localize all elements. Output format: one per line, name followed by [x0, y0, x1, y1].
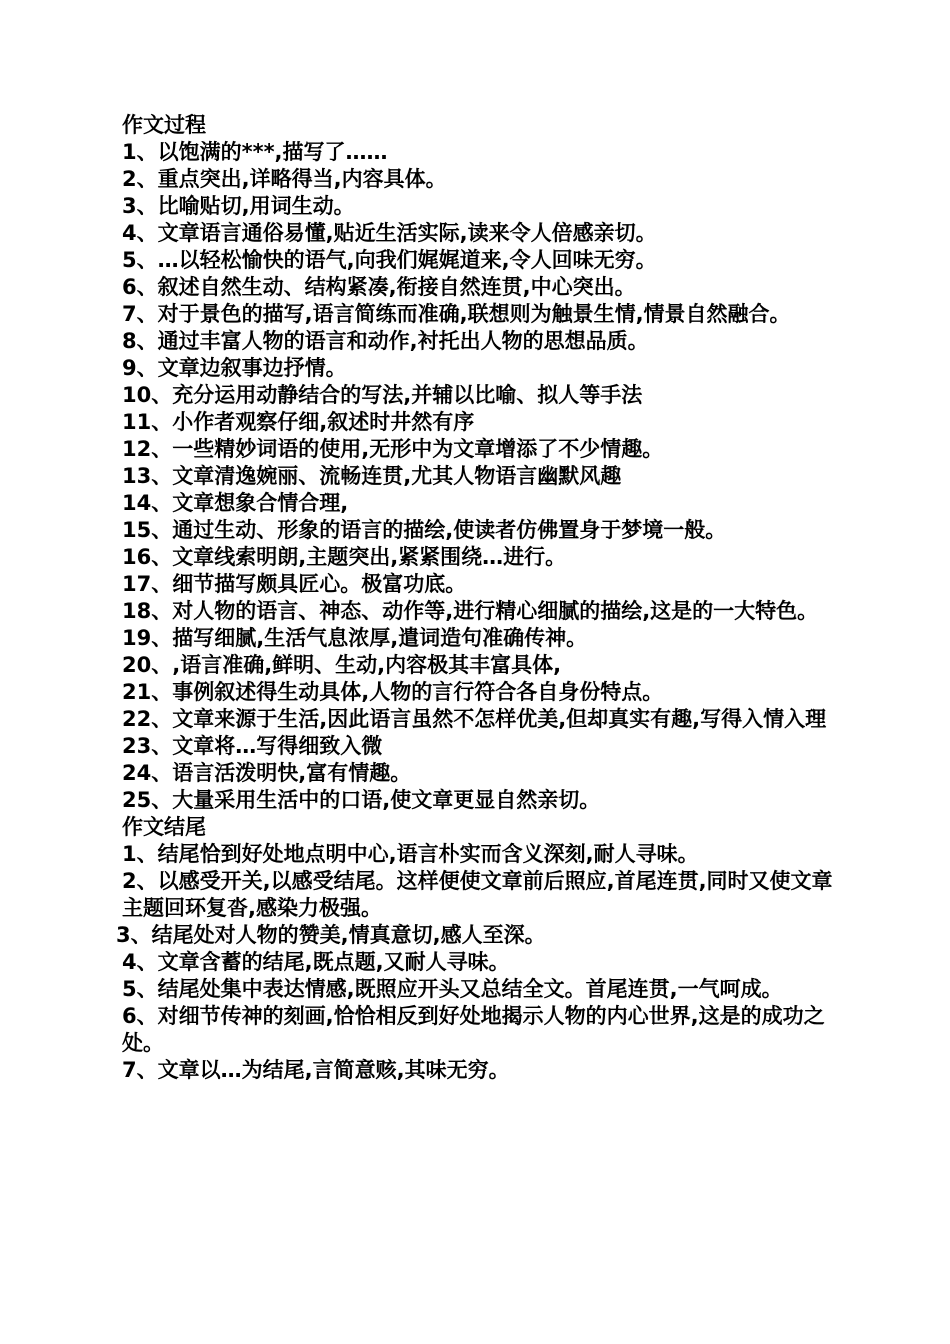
- section-heading-process: 作文过程: [122, 113, 206, 137]
- process-item: 21、事例叙述得生动具体,人物的言行符合各自身份特点。: [122, 680, 664, 704]
- process-item: 14、文章想象合情合理,: [122, 491, 349, 515]
- process-item: 20、,语言准确,鲜明、生动,内容极其丰富具体,: [122, 653, 562, 677]
- section-heading-ending: 作文结尾: [122, 815, 206, 839]
- process-item: 16、文章线索明朗,主题突出,紧紧围绕…进行。: [122, 545, 567, 569]
- process-item: 23、文章将…写得细致入微: [122, 734, 383, 758]
- ending-item: 6、对细节传神的刻画,恰恰相反到好处地揭示人物的内心世界,这是的成功之处。: [122, 1004, 825, 1055]
- process-item: 15、通过生动、形象的语言的描绘,使读者仿佛置身于梦境一般。: [122, 518, 727, 542]
- document-body: [116, 112, 836, 1084]
- process-item: 10、充分运用动静结合的写法,并辅以比喻、拟人等手法: [122, 383, 643, 407]
- ending-item: 4、文章含蓄的结尾,既点题,又耐人寻味。: [122, 950, 510, 974]
- process-item: 18、对人物的语言、神态、动作等,进行精心细腻的描绘,这是的一大特色。: [122, 599, 819, 623]
- ending-item: 2、以感受开关,以感受结尾。这样便使文章前后照应,首尾连贯,同时又使文章主题回环复沓,感染力极强。: [122, 869, 833, 920]
- process-item: 6、叙述自然生动、结构紧凑,衔接自然连贯,中心突出。: [122, 275, 636, 299]
- ending-item: 5、结尾处集中表达情感,既照应开头又总结全文。首尾连贯,一气呵成。: [122, 977, 783, 1001]
- process-item: 24、语言活泼明快,富有情趣。: [122, 761, 412, 785]
- process-item: 13、文章清逸婉丽、流畅连贯,尤其人物语言幽默风趣: [122, 464, 622, 488]
- process-item: 7、对于景色的描写,语言简练而准确,联想则为触景生情,情景自然融合。: [122, 302, 791, 326]
- process-item: 9、文章边叙事边抒情。: [122, 356, 347, 380]
- process-item: 11、小作者观察仔细,叙述时井然有序: [122, 410, 475, 434]
- process-item: 12、一些精妙词语的使用,无形中为文章增添了不少情趣。: [122, 437, 664, 461]
- process-item: 19、描写细腻,生活气息浓厚,遣词造句准确传神。: [122, 626, 588, 650]
- ending-item: 3、结尾处对人物的赞美,情真意切,感人至深。: [116, 923, 546, 947]
- process-item: 3、比喻贴切,用词生动。: [122, 194, 355, 218]
- process-item: 4、文章语言通俗易懂,贴近生活实际,读来令人倍感亲切。: [122, 221, 657, 245]
- process-item: 25、大量采用生活中的口语,使文章更显自然亲切。: [122, 788, 601, 812]
- process-item: 5、…以轻松愉快的语气,向我们娓娓道来,令人回味无穷。: [122, 248, 657, 272]
- process-item: 22、文章来源于生活,因此语言虽然不怎样优美,但却真实有趣,写得入情入理: [122, 707, 827, 731]
- ending-item: 1、结尾恰到好处地点明中心,语言朴实而含义深刻,耐人寻味。: [122, 842, 699, 866]
- process-item: 17、细节描写颇具匠心。极富功底。: [122, 572, 467, 596]
- process-item: 1、以饱满的***,描写了……: [122, 140, 388, 164]
- process-item: 2、重点突出,详略得当,内容具体。: [122, 167, 447, 191]
- ending-item: 7、文章以…为结尾,言简意赅,其味无穷。: [122, 1058, 510, 1082]
- process-item: 8、通过丰富人物的语言和动作,衬托出人物的思想品质。: [122, 329, 649, 353]
